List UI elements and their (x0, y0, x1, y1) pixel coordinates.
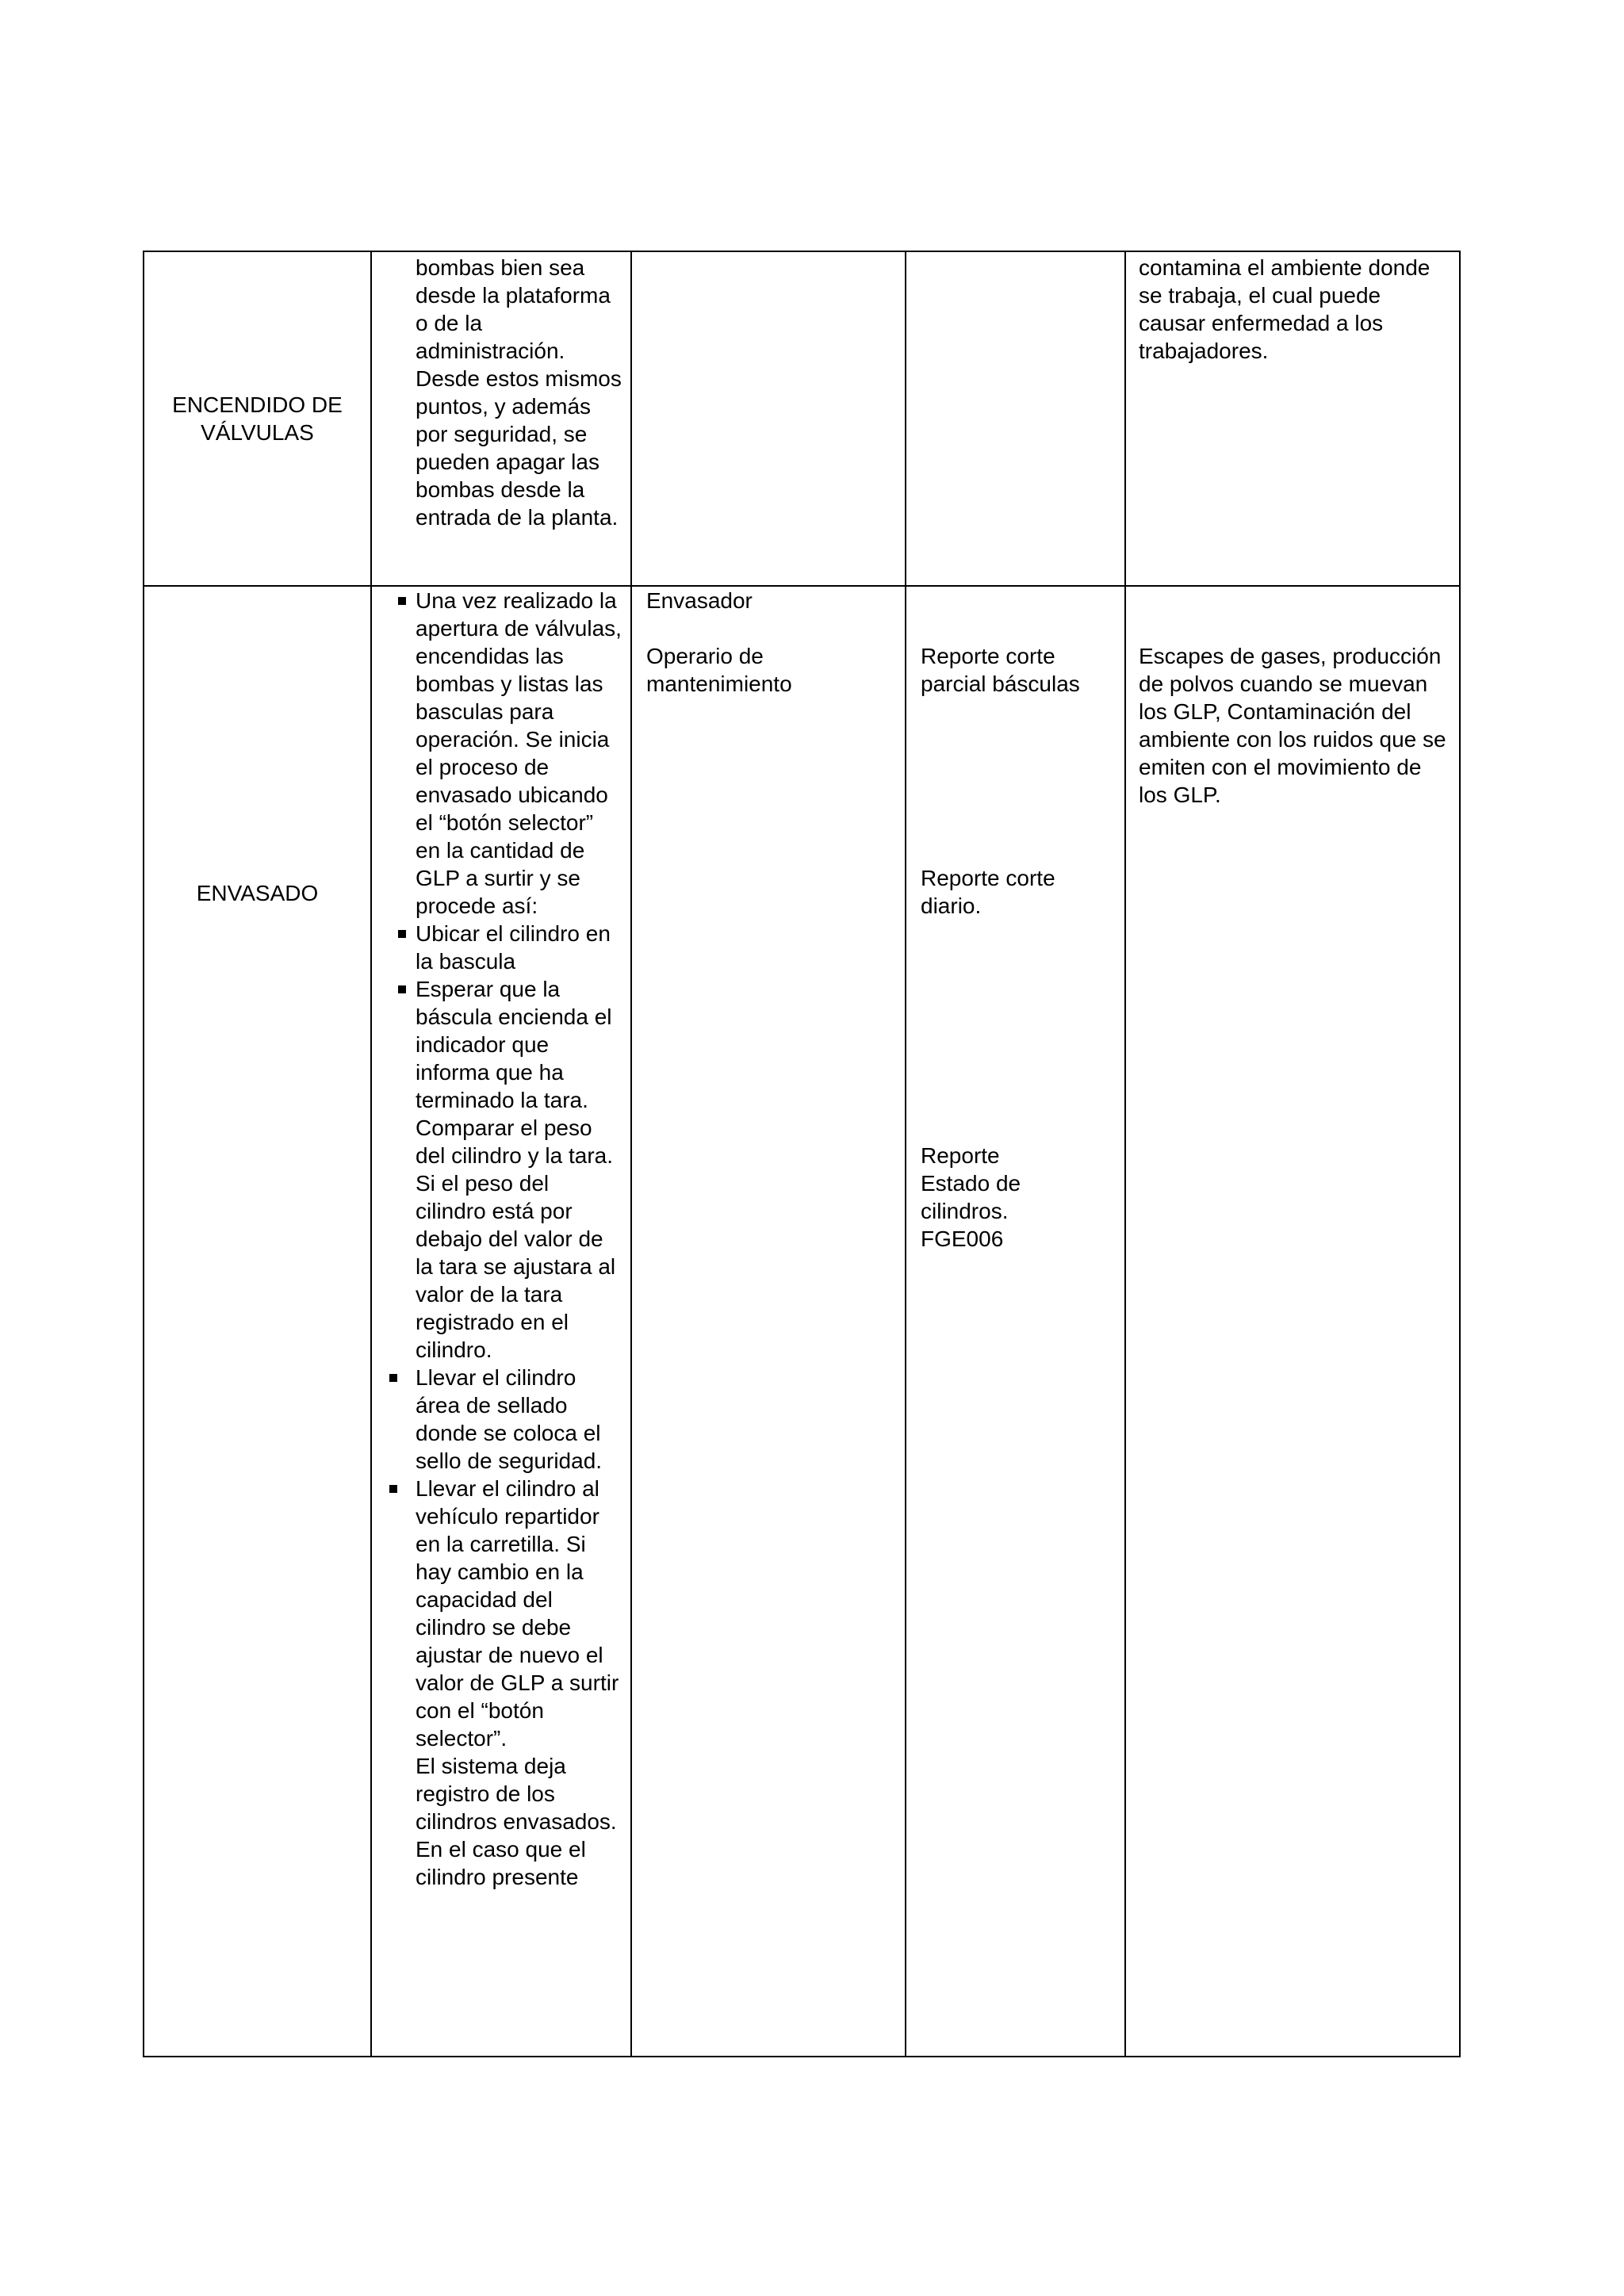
step-text: Una vez realizado la apertura de válvulas, encendidas las bombas y listas las basculas para operación. Se inicia el proceso de envasado ubicando el “botón selector” en la cantidad de GLP a surtir y se procede así: (416, 588, 622, 918)
list-item (372, 975, 624, 1364)
responsible-cell (631, 586, 906, 2057)
records-list (906, 642, 1124, 1253)
list-item (372, 587, 624, 920)
description-text: bombas bien sea desde la plataforma o de la administración. Desde estos mismos puntos, y además por seguridad, se pueden apagar las bombas desde la entrada de la planta. (416, 255, 622, 530)
process-table (143, 251, 1461, 2057)
list-item (372, 1475, 624, 1891)
stage-label-line: ENVASADO (196, 881, 319, 905)
responsible-item: Operario de mantenimiento (646, 644, 792, 696)
step-continuation-text: Comparar el peso del cilindro y la tara. Si el peso del cilindro está por debajo del valor de la tara se ajustara al valor de la tara registrado en el cilindro. (416, 1115, 616, 1362)
responsible-list (632, 587, 905, 698)
stage-cell (144, 586, 371, 2057)
effect-cell (1125, 586, 1460, 2057)
table-row (144, 251, 1460, 586)
effect-text: contamina el ambiente donde se trabaja, el cual puede causar enfermedad a los trabajadores. (1139, 255, 1431, 363)
stage-cell (144, 251, 371, 586)
description-cell (371, 586, 631, 2057)
responsible-item: Envasador (646, 588, 753, 613)
step-text: Llevar el cilindro al vehículo repartidor en la carretilla. Si hay cambio en la capacidad del cilindro se debe ajustar de nuevo el valor de GLP a surtir con el “botón selector”. (416, 1476, 619, 1751)
records-cell (906, 586, 1125, 2057)
step-continuation-text: El sistema deja registro de los cilindros envasados. En el caso que el cilindro presente (416, 1754, 617, 1889)
stage-label-line: VÁLVULAS (201, 420, 314, 445)
effect-cell (1125, 251, 1460, 586)
step-text: Ubicar el cilindro en la bascula (416, 921, 611, 974)
responsible-cell (631, 251, 906, 586)
record-item: Reporte Estado de cilindros. FGE006 (921, 1143, 1021, 1251)
records-cell (906, 251, 1125, 586)
description-cell (371, 251, 631, 586)
step-text: Esperar que la báscula encienda el indicador que informa que ha terminado la tara. (416, 977, 612, 1112)
step-text: Llevar el cilindro área de sellado donde se coloca el sello de seguridad. (416, 1365, 603, 1473)
record-item: Reporte corte diario. (921, 866, 1055, 918)
list-item (372, 1364, 624, 1475)
steps-list (372, 587, 630, 1891)
effect-text: Escapes de gases, producción de polvos cuando se muevan los GLP, Contaminación del ambiente con los ruidos que se emiten con el movimiento de los GLP. (1139, 644, 1446, 807)
list-item (372, 920, 624, 975)
stage-label-line: ENCENDIDO DE (172, 392, 343, 417)
table-row (144, 586, 1460, 2057)
record-item: Reporte corte parcial básculas (921, 644, 1080, 696)
